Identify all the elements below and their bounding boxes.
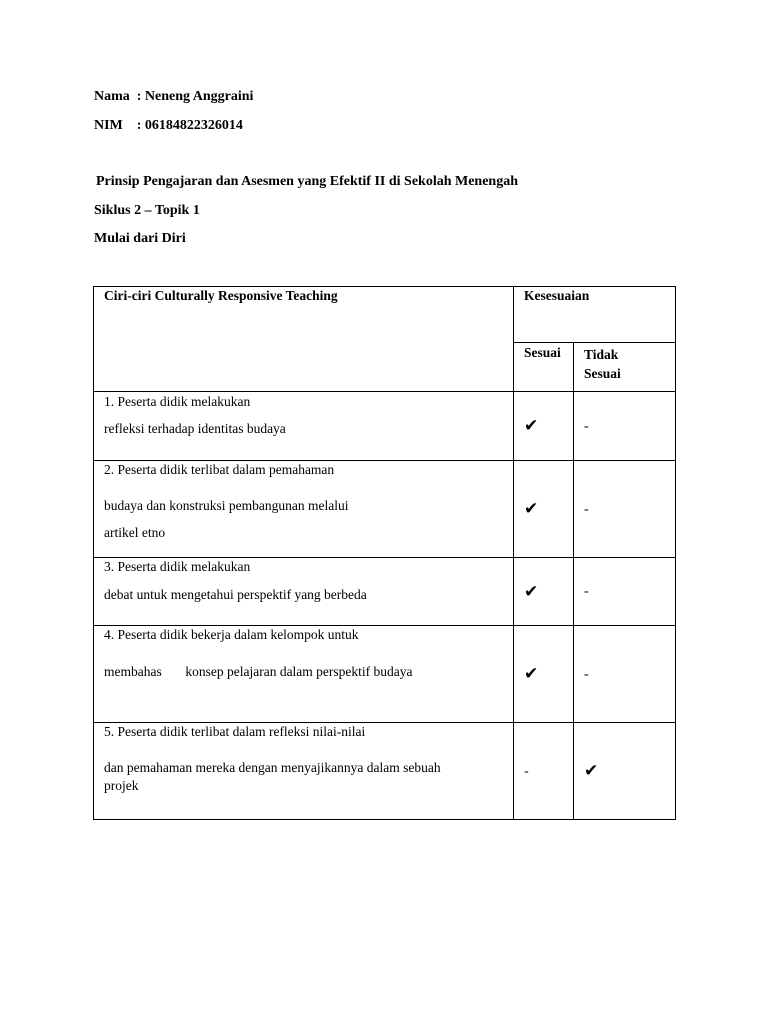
table-row	[94, 723, 676, 820]
check-icon: ✔	[524, 499, 539, 519]
check-icon: ✔	[584, 761, 599, 781]
criteria-cell	[94, 723, 514, 820]
table-header-row	[94, 287, 676, 343]
criteria-cell	[94, 461, 514, 558]
student-nim: NIM : 06184822326014	[94, 118, 243, 133]
table-row	[94, 558, 676, 626]
criteria-line: refleksi terhadap identitas budaya	[104, 421, 286, 436]
yes-cell	[514, 558, 574, 626]
dash-mark: -	[584, 584, 589, 599]
crt-checklist-table	[93, 286, 676, 820]
cycle-topic: Siklus 2 – Topik 1	[94, 203, 200, 218]
check-icon: ✔	[524, 416, 539, 436]
no-cell	[574, 626, 676, 723]
criteria-line: 1. Peserta didik melakukan	[104, 394, 251, 409]
no-cell	[574, 558, 676, 626]
criteria-line: projek	[104, 778, 139, 793]
dash-mark: -	[584, 666, 589, 682]
section-title: Mulai dari Diri	[94, 231, 186, 246]
no-cell	[574, 723, 676, 820]
table-row	[94, 392, 676, 461]
yes-cell	[514, 392, 574, 461]
no-cell	[574, 392, 676, 461]
check-icon: ✔	[524, 664, 539, 684]
no-header-line2: Sesuai	[584, 366, 621, 381]
no-header-line1: Tidak	[584, 347, 619, 362]
dash-mark: -	[584, 501, 589, 517]
no-header	[574, 343, 676, 392]
criteria-line: 4. Peserta didik bekerja dalam kelompok untuk	[104, 627, 359, 642]
criteria-cell	[94, 558, 514, 626]
criteria-cell	[94, 392, 514, 461]
criteria-line: dan pemahaman mereka dengan menyajikannya dalam sebuah	[104, 760, 441, 775]
student-name: Nama : Neneng Anggraini	[94, 89, 254, 104]
no-cell	[574, 461, 676, 558]
criteria-line: 3. Peserta didik melakukan	[104, 559, 251, 574]
course-title: Prinsip Pengajaran dan Asesmen yang Efektif II di Sekolah Menengah	[96, 174, 518, 189]
criteria-cell	[94, 626, 514, 723]
fit-header: Kesesuaian	[514, 287, 676, 343]
criteria-line: 5. Peserta didik terlibat dalam refleksi nilai-nilai	[104, 724, 366, 739]
yes-cell	[514, 461, 574, 558]
dash-mark: -	[584, 418, 589, 434]
criteria-line: 2. Peserta didik terlibat dalam pemahaman	[104, 462, 335, 477]
yes-cell	[514, 723, 574, 820]
criteria-line: budaya dan konstruksi pembangunan melalui	[104, 498, 349, 513]
table-row	[94, 461, 676, 558]
dash-mark: -	[524, 763, 529, 779]
table-row	[94, 626, 676, 723]
yes-header: Sesuai	[514, 343, 574, 392]
check-icon: ✔	[524, 581, 539, 602]
criteria-line: debat untuk mengetahui perspektif yang berbeda	[104, 587, 367, 602]
criteria-header: Ciri-ciri Culturally Responsive Teaching	[94, 287, 514, 392]
criteria-line: membahas konsep pelajaran dalam perspektif budaya	[104, 664, 413, 679]
yes-cell	[514, 626, 574, 723]
criteria-line: artikel etno	[104, 525, 166, 540]
